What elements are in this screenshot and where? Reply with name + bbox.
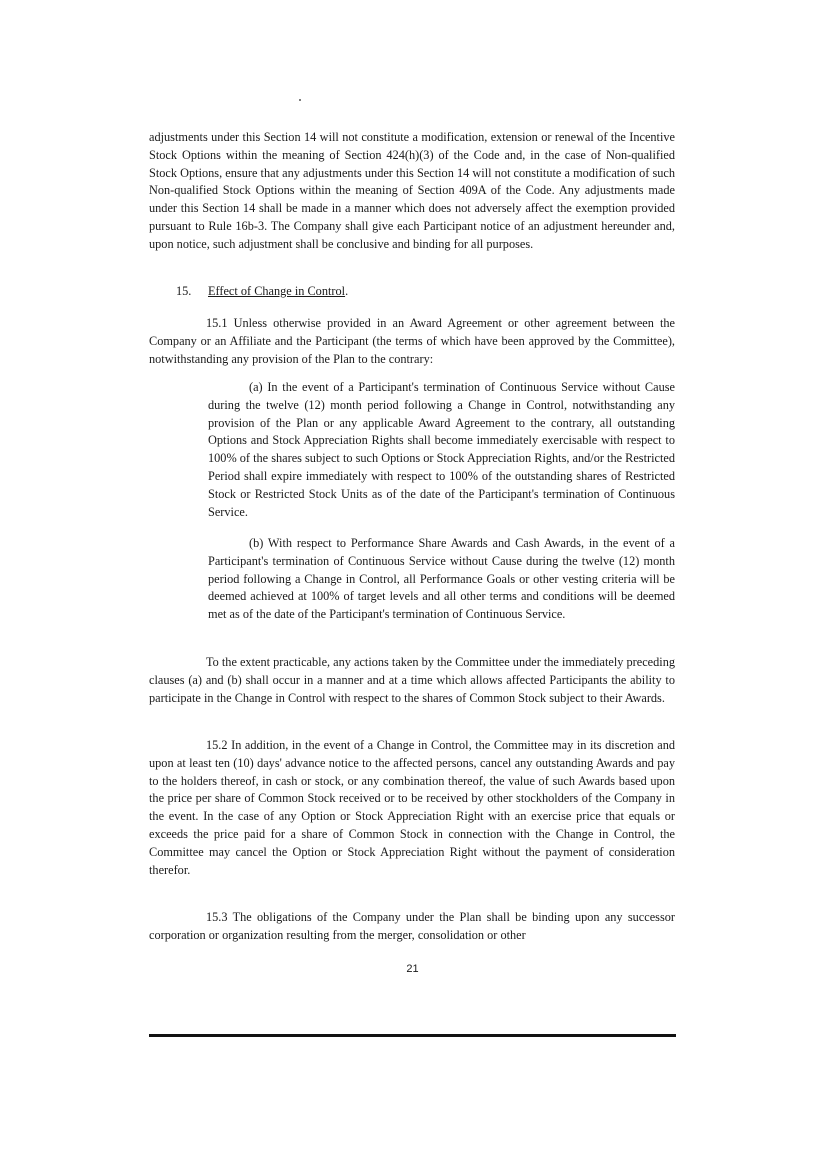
stray-dot-mark	[299, 99, 301, 101]
practicable-paragraph: To the extent practicable, any actions taken by the Committee under the immediately preceding clauses (a) and (b) shall occur in a manner and at a time which allows affected Participants the ability to participate in the Change in Control with respect to the shares of Common Stock subject to their Awards.	[149, 655, 675, 705]
footer-rule	[149, 1034, 676, 1037]
paragraph-15-1: 15.1 Unless otherwise provided in an Award Agreement or other agreement between the Company or an Affiliate and the Participant (the terms of which have been approved by the Committee), notwithstanding any provision of the Plan to the contrary:	[149, 316, 675, 366]
section-title: Effect of Change in Control	[208, 284, 346, 298]
paragraph-15-3: 15.3 The obligations of the Company under the Plan shall be binding upon any successor corporation or organization resulting from the merger, consolidation or other	[149, 910, 675, 942]
paragraph-15-2: 15.2 In addition, in the event of a Change in Control, the Committee may in its discretion and upon at least ten (10) days' advance notice to the affected persons, cancel any outstanding Awards and pay to the holders thereof, in cash or stock, or any combination thereof, the value of such Awards based upon the price per share of Common Stock received or to be received by other stockholders of the Company in the event. In the case of any Option or Stock Appreciation Right with an exercise price that equals or exceeds the price paid for a share of Common Stock in connection with the Change in Control, the Committee may cancel the Option or Stock Appreciation Right without the payment of consideration therefor.	[149, 738, 675, 877]
page-number: 21	[406, 963, 419, 975]
section-15-heading	[176, 283, 348, 301]
clause-b: (b) With respect to Performance Share Awards and Cash Awards, in the event of a Participant's termination of Continuous Service without Cause during the twelve (12) month period following a Change in Control, all Performance Goals or other vesting criteria will be deemed achieved at 100% of target levels and all other terms and conditions will be deemed met as of the date of the Participant's termination of Continuous Service.	[208, 536, 675, 622]
section-number: 15.	[176, 284, 192, 298]
intro-paragraph: adjustments under this Section 14 will not constitute a modification, extension or renewal of the Incentive Stock Options within the meaning of Section 424(h)(3) of the Code and, in the case of Non-qualified Stock Options, ensure that any adjustments under this Section 14 will not constitute a modification of such Non-qualified Stock Options within the meaning of Section 409A of the Code. Any adjustments made under this Section 14 shall be made in a manner which does not adversely affect the exemption provided pursuant to Rule 16b-3. The Company shall give each Participant notice of an adjustment hereunder and, upon notice, such adjustment shall be conclusive and binding for all purposes.	[149, 130, 675, 251]
clause-a: (a) In the event of a Participant's termination of Continuous Service without Cause during the twelve (12) month period following a Change in Control, notwithstanding any provision of the Plan or any applicable Award Agreement to the contrary, all outstanding Options and Stock Appreciation Rights shall become immediately exercisable with respect to 100% of the shares subject to such Options or Stock Appreciation Rights, and/or the Restricted Period shall expire immediately with respect to 100% of the outstanding shares of Restricted Stock or Restricted Stock Units as of the date of the Participant's termination of Continuous Service.	[208, 380, 675, 519]
section-title-period: .	[345, 284, 349, 298]
